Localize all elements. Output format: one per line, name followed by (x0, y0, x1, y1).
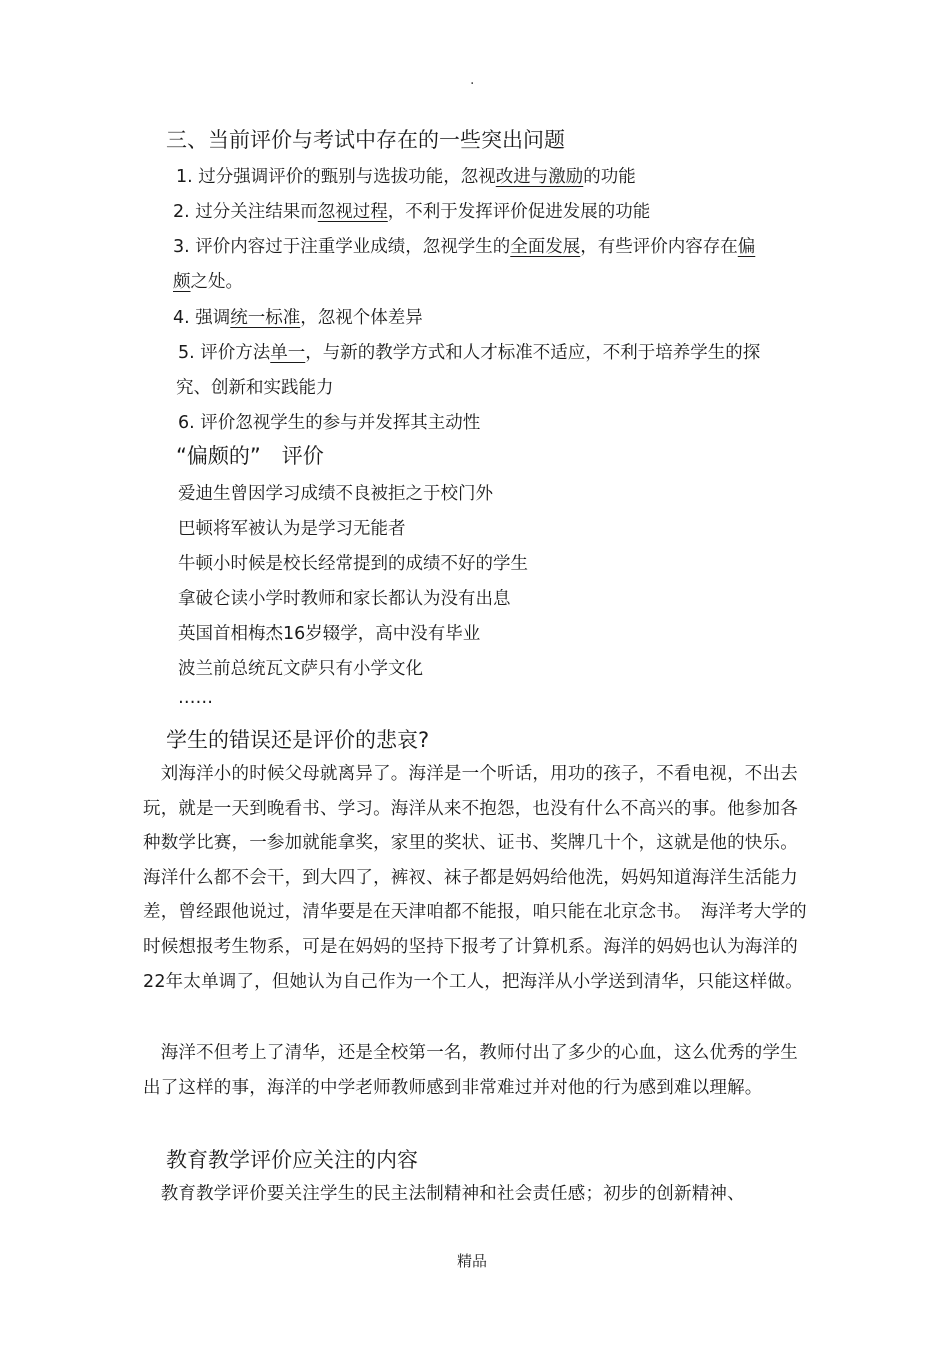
biased-item: 牛顿小时候是校长经常提到的成绩不好的学生 (178, 554, 528, 574)
header-mark: . (470, 72, 475, 88)
item-5-line2: 究、创新和实践能力 (176, 378, 334, 398)
item-3-line2-underlined: 颇 (173, 272, 191, 292)
biased-item: 爱迪生曾因学习成绩不良被拒之于校门外 (178, 484, 493, 504)
story-title: 学生的错误还是评价的悲哀? (166, 728, 430, 752)
item-4-underlined: 统一标准 (230, 308, 301, 328)
item-4 (173, 304, 423, 329)
item-2 (173, 198, 650, 223)
item-5 (178, 339, 760, 364)
footer-label: 精品 (457, 1252, 488, 1270)
biased-item: 拿破仑读小学时教师和家长都认为没有出息 (178, 589, 511, 609)
item-3-line2 (173, 268, 243, 293)
biased-item: 巴顿将军被认为是学习无能者 (178, 519, 406, 539)
story-paragraph-1: 刘海洋小的时候父母就离异了。海洋是一个听话，用功的孩子，不看电视，不出去玩，就是一天到晚看书、学习。海洋从来不抱怨，也没有什么不高兴的事。他参加各种数学比赛，一参加就能拿奖，家里的奖状、证书、奖牌几十个，这就是他的快乐。海洋什么都不会干，到大四了，裤衩、袜子都是妈妈给他洗，妈妈知道海洋生活能力差，曾经跟他说过，清华要是在天津咱都不能报，咱只能在北京念书。 海洋考大学的时候想报考生物系，可是在妈妈的坚持下报考了计算机系。海洋的妈妈也认为海洋的22年太单调了，但她认为自己作为一个工人，把海洋从小学送到清华，只能这样做。 (143, 764, 807, 992)
item-1-text: 1. 过分强调评价的甄别与选拔功能，忽视 (176, 167, 496, 187)
item-4-text: 4. 强调 (173, 308, 231, 328)
biased-title: “偏颇的” 评价 (176, 444, 324, 468)
item-1-tail: 的功能 (583, 167, 636, 187)
item-2-tail: ，不利于发挥评价促进发展的功能 (387, 202, 651, 222)
item-3-tail: ，有些评价内容存在 (580, 237, 738, 257)
item-1 (176, 163, 636, 188)
item-3-underlined-2: 偏 (737, 237, 756, 257)
item-2-text: 2. 过分关注结果而 (173, 202, 318, 222)
item-3 (173, 233, 755, 258)
biased-ellipsis: …… (178, 688, 213, 708)
item-2-underlined: 忽视过程 (317, 202, 388, 222)
item-1-underlined: 改进与激励 (495, 167, 584, 187)
biased-item: 波兰前总统瓦文萨只有小学文化 (178, 659, 423, 679)
item-5-text: 5. 评价方法 (178, 343, 271, 363)
item-4-tail: ，忽视个体差异 (300, 308, 423, 328)
item-6: 6. 评价忽视学生的参与并发挥其主动性 (178, 413, 481, 433)
biased-item: 英国首相梅杰16岁辍学，高中没有毕业 (178, 624, 481, 644)
story-paragraph-2: 海洋不但考上了清华，还是全校第一名，教师付出了多少的心血，这么优秀的学生出了这样的事，海洋的中学老师教师感到非常难过并对他的行为感到难以理解。 (143, 1043, 798, 1098)
item-5-tail: ，与新的教学方式和人才标准不适应，不利于培养学生的探 (305, 343, 761, 363)
content-title: 教育教学评价应关注的内容 (166, 1148, 418, 1172)
item-3-underlined: 全面发展 (510, 237, 581, 257)
item-3-text: 3. 评价内容过于注重学业成绩，忽视学生的 (173, 237, 511, 257)
section3-title: 三、当前评价与考试中存在的一些突出问题 (166, 128, 565, 152)
item-3-line2-tail: 之处。 (190, 272, 243, 292)
content-paragraph: 教育教学评价要关注学生的民主法制精神和社会责任感；初步的创新精神、 (143, 1184, 745, 1204)
item-5-underlined: 单一 (270, 343, 306, 363)
